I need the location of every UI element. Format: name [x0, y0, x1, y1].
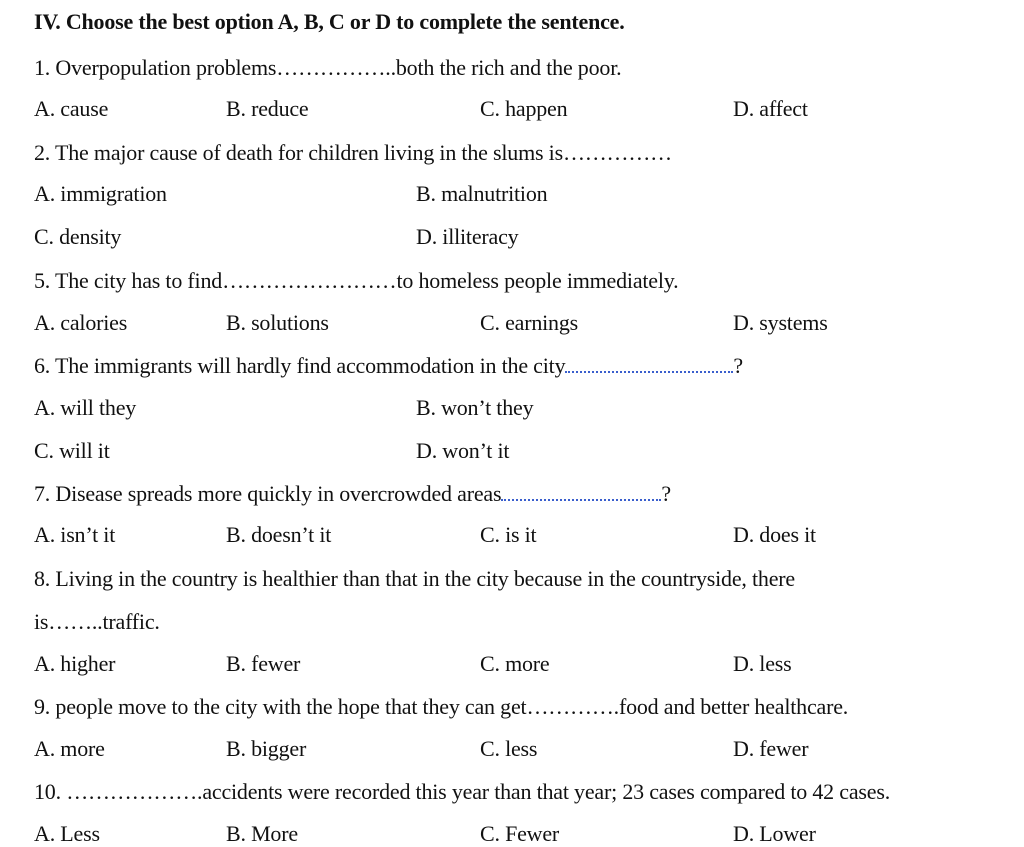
question-9-stem: 9. people move to the city with the hope that they can get………….food and better healthcare.	[34, 694, 849, 719]
question-2-option-b[interactable]: B. malnutrition	[416, 181, 548, 206]
question-6-option-a[interactable]: A. will they	[34, 395, 137, 420]
question-10-stem: 10. ……………….accidents were recorded this year than that year; 23 cases compared to 42 cases.	[34, 779, 891, 804]
blank-squiggle	[565, 357, 733, 373]
question-10-option-b[interactable]: B. More	[226, 821, 298, 846]
question-5-option-b[interactable]: B. solutions	[226, 310, 329, 335]
question-2-option-a[interactable]: A. immigration	[34, 181, 167, 206]
question-5-option-d[interactable]: D. systems	[733, 310, 828, 335]
blank-squiggle	[501, 485, 661, 501]
question-9-option-c[interactable]: C. less	[480, 736, 538, 761]
question-8-stem-line-1: 8. Living in the country is healthier than that in the city because in the countryside, there	[34, 566, 795, 591]
question-1-option-c[interactable]: C. happen	[480, 96, 568, 121]
question-8-option-b[interactable]: B. fewer	[226, 651, 301, 676]
question-2-stem: 2. The major cause of death for children living in the slums is……………	[34, 140, 672, 165]
question-5-option-a[interactable]: A. calories	[34, 310, 128, 335]
question-10-option-a[interactable]: A. Less	[34, 821, 100, 846]
question-10-option-d[interactable]: D. Lower	[733, 821, 816, 846]
question-8-option-a[interactable]: A. higher	[34, 651, 116, 676]
question-7-option-b[interactable]: B. doesn’t it	[226, 522, 332, 547]
question-2-option-c[interactable]: C. density	[34, 224, 122, 249]
question-6-option-c[interactable]: C. will it	[34, 438, 110, 463]
question-8-option-d[interactable]: D. less	[733, 651, 792, 676]
question-1-option-d[interactable]: D. affect	[733, 96, 808, 121]
option-a-label: A. cause	[34, 96, 109, 121]
question-7-option-d[interactable]: D. does it	[733, 522, 816, 547]
question-6-option-d[interactable]: D. won’t it	[416, 438, 510, 463]
question-9-option-a[interactable]: A. more	[34, 736, 105, 761]
question-1-option-b[interactable]: B. reduce	[226, 96, 309, 121]
question-6-stem: 6. The immigrants will hardly find accommodation in the city ?	[34, 353, 743, 378]
question-2-option-d[interactable]: D. illiteracy	[416, 224, 519, 249]
question-1-option-a[interactable]	[34, 96, 108, 122]
question-6-option-b[interactable]: B. won’t they	[416, 395, 534, 420]
question-1-stem: 1. Overpopulation problems……………..both the rich and the poor.	[34, 55, 622, 80]
question-7-option-a[interactable]: A. isn’t it	[34, 522, 116, 547]
question-10-option-c[interactable]: C. Fewer	[480, 821, 560, 846]
question-7-option-c[interactable]: C. is it	[480, 522, 537, 547]
question-9-option-d[interactable]: D. fewer	[733, 736, 809, 761]
question-5-option-c[interactable]: C. earnings	[480, 310, 579, 335]
question-5-stem: 5. The city has to find……………………to homeless people immediately.	[34, 268, 679, 293]
question-9-option-b[interactable]: B. bigger	[226, 736, 307, 761]
question-7-stem: 7. Disease spreads more quickly in overcrowded areas ?	[34, 481, 671, 506]
section-title: IV. Choose the best option A, B, C or D to complete the sentence.	[34, 9, 625, 34]
question-8-option-c[interactable]: C. more	[480, 651, 550, 676]
question-8-stem-line-2: is……..traffic.	[34, 609, 160, 634]
